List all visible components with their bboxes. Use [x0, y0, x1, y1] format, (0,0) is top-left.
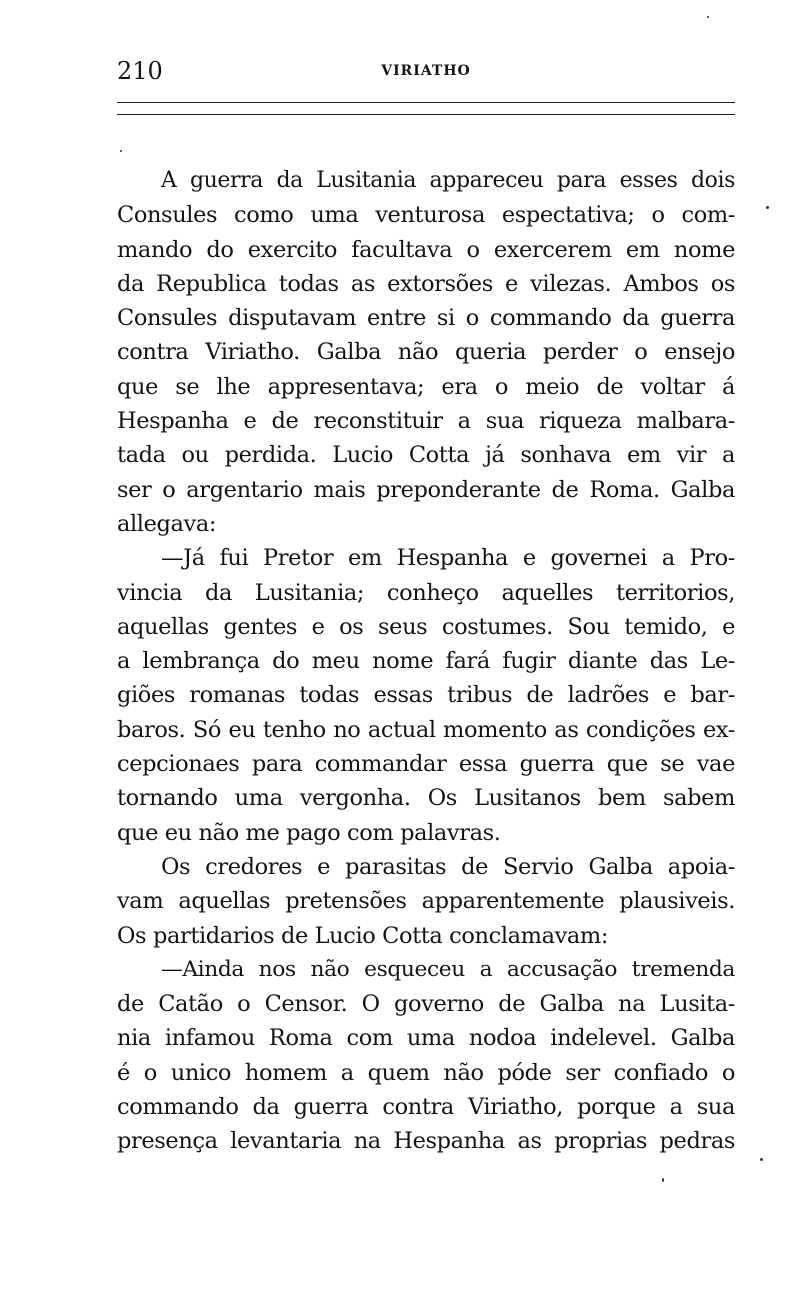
- text-line: tada ou perdida. Lucio Cotta já sonhava em vir a: [117, 442, 735, 469]
- text-line: Consules como uma venturosa espectativa; o com-: [117, 202, 735, 229]
- body-text: [117, 164, 735, 1159]
- scan-speck: [662, 1178, 664, 1182]
- text-line: allegava:: [117, 510, 217, 537]
- text-line: giões romanas todas essas tribus de ladrões e bar-: [117, 682, 735, 709]
- text-line: que eu não me pago com palavras.: [117, 819, 501, 846]
- text-line: vincia da Lusitania; conheço aquelles territorios,: [117, 579, 735, 606]
- text-line: mando do exercito facultava o exercerem em nome: [117, 236, 735, 263]
- text-line: Hespanha e de reconstituir a sua riqueza malbara-: [117, 408, 735, 435]
- scan-speck: [707, 16, 709, 18]
- text-line: contra Viriatho. Galba não queria perder o ensejo: [117, 339, 735, 366]
- text-line: nia infamou Roma com uma nodoa indelevel. Galba: [117, 1025, 735, 1052]
- text-line: é o unico homem a quem não póde ser confiado o: [117, 1059, 735, 1086]
- scan-speck: [766, 206, 769, 209]
- page-header: [117, 56, 735, 86]
- header-rule-top: [117, 102, 735, 103]
- text-line: —Já fui Pretor em Hespanha e governei a Pro-: [161, 545, 735, 572]
- text-line: a lembrança do meu nome fará fugir diante das Le-: [117, 648, 735, 675]
- text-line: A guerra da Lusitania appareceu para esses dois: [161, 168, 735, 193]
- text-line: commando da guerra contra Viriatho, porque a sua: [117, 1094, 735, 1121]
- text-line: baros. Só eu tenho no actual momento as condições ex-: [117, 716, 735, 743]
- text-line: da Republica todas as extorsões e vilezas. Ambos os: [117, 270, 735, 297]
- running-title: VIRIATHO: [381, 63, 471, 79]
- text-line: vam aquellas pretensões apparentemente plausiveis.: [117, 888, 735, 915]
- text-line: tornando uma vergonha. Os Lusitanos bem sabem: [117, 785, 735, 812]
- text-line: de Catão o Censor. O governo de Galba na Lusita-: [117, 991, 735, 1018]
- scan-speck: [760, 1158, 763, 1161]
- text-line: ser o argentario mais preponderante de Roma. Galba: [117, 476, 735, 503]
- text-line: aquellas gentes e os seus costumes. Sou temido, e: [117, 613, 735, 640]
- text-line: Os partidarios de Lucio Cotta conclamavam:: [117, 922, 609, 949]
- header-rule-bottom: [117, 114, 735, 115]
- text-line: cepcionaes para commandar essa guerra que se vae: [117, 751, 735, 778]
- scan-speck: [120, 150, 122, 152]
- page-number: 210: [117, 57, 163, 85]
- text-line: Os credores e parasitas de Servio Galba apoia-: [161, 853, 735, 880]
- text-line: que se lhe appresentava; era o meio de voltar á: [117, 373, 735, 400]
- text-line: presença levantaria na Hespanha as proprias pedras: [117, 1128, 735, 1155]
- text-line: Consules disputavam entre si o commando da guerra: [117, 305, 735, 332]
- text-line: —Ainda nos não esqueceu a accusação tremenda: [161, 956, 735, 982]
